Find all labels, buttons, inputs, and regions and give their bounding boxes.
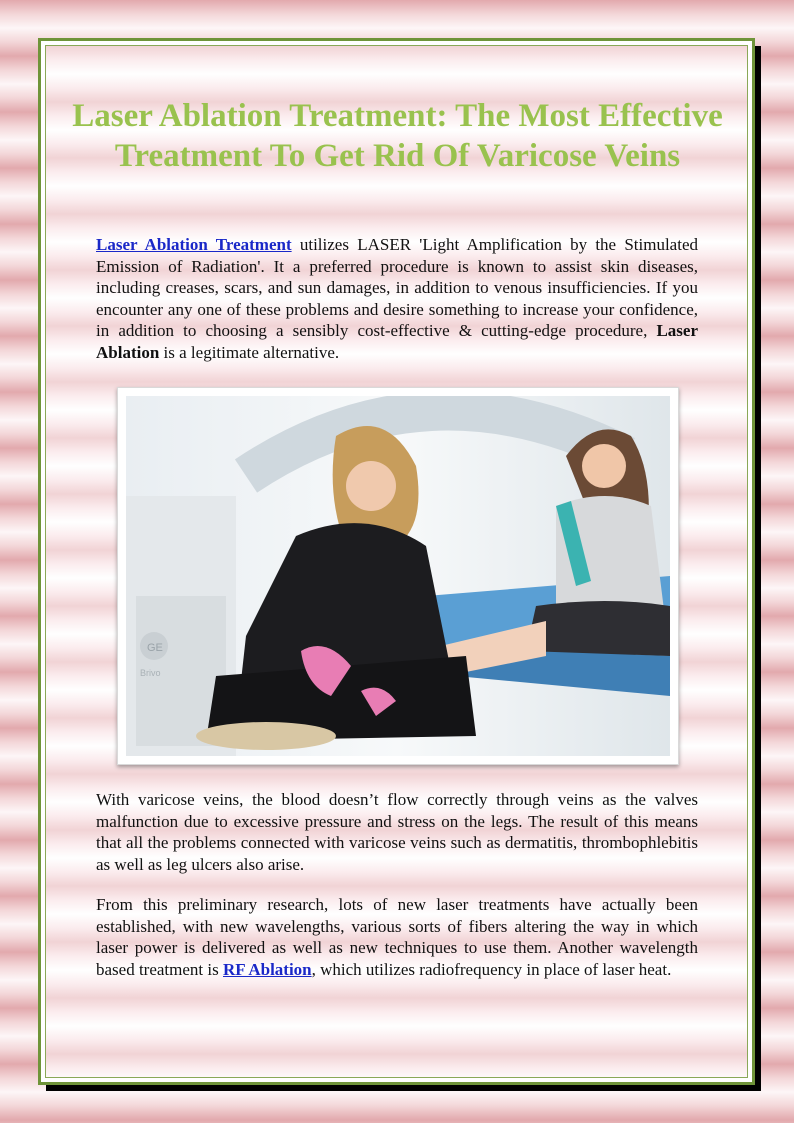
document-title: Laser Ablation Treatment: The Most Effective Treatment To Get Rid Of Varicose Veins (72, 98, 723, 174)
paragraph-intro (96, 234, 698, 363)
paragraph-research-text-b: , which utilizes radiofrequency in place of laser heat. (311, 959, 672, 979)
rf-ablation-link[interactable]: RF Ablation (223, 959, 312, 979)
machine-brand-text: GE (147, 642, 163, 654)
laser-ablation-link[interactable]: Laser Ablation Treatment (96, 235, 292, 254)
paragraph-intro-text-a: utilizes LASER 'Light Amplification by the Stimulated Emission of Radiation'. It a preferred procedure is known to assist skin diseases, including creases, scars, and sun damages, in addition to venous insufficiencies. If you encounter any one of these problems and desire something to increase your confidence, in addition to choosing a sensibly cost-effective & cutting-edge procedure, (96, 235, 698, 340)
treatment-photo (117, 387, 679, 765)
treatment-photo-illustration (126, 396, 670, 756)
paragraph-intro-bold: Laser Ablation (96, 321, 698, 362)
paragraph-varicose: With varicose veins, the blood doesn’t flow correctly through veins as the valves malfunction due to excessive pressure and stress on the legs. The result of this means that all the problems connected with varicose veins such as dermatitis, thrombophlebitis as well as leg ulcers also arise. (96, 790, 698, 874)
paragraph-research-text-a: From this preliminary research, lots of new laser treatments have actually been established, with new wavelengths, various sorts of fibers altering the way in which laser power is delivered as well as new techniques to use them. Another wavelength based treatment is (96, 895, 698, 979)
paragraph-research (96, 894, 698, 980)
paragraph-intro-text-b: is a legitimate alternative. (159, 342, 340, 362)
machine-model-text: Brivo (140, 668, 161, 678)
